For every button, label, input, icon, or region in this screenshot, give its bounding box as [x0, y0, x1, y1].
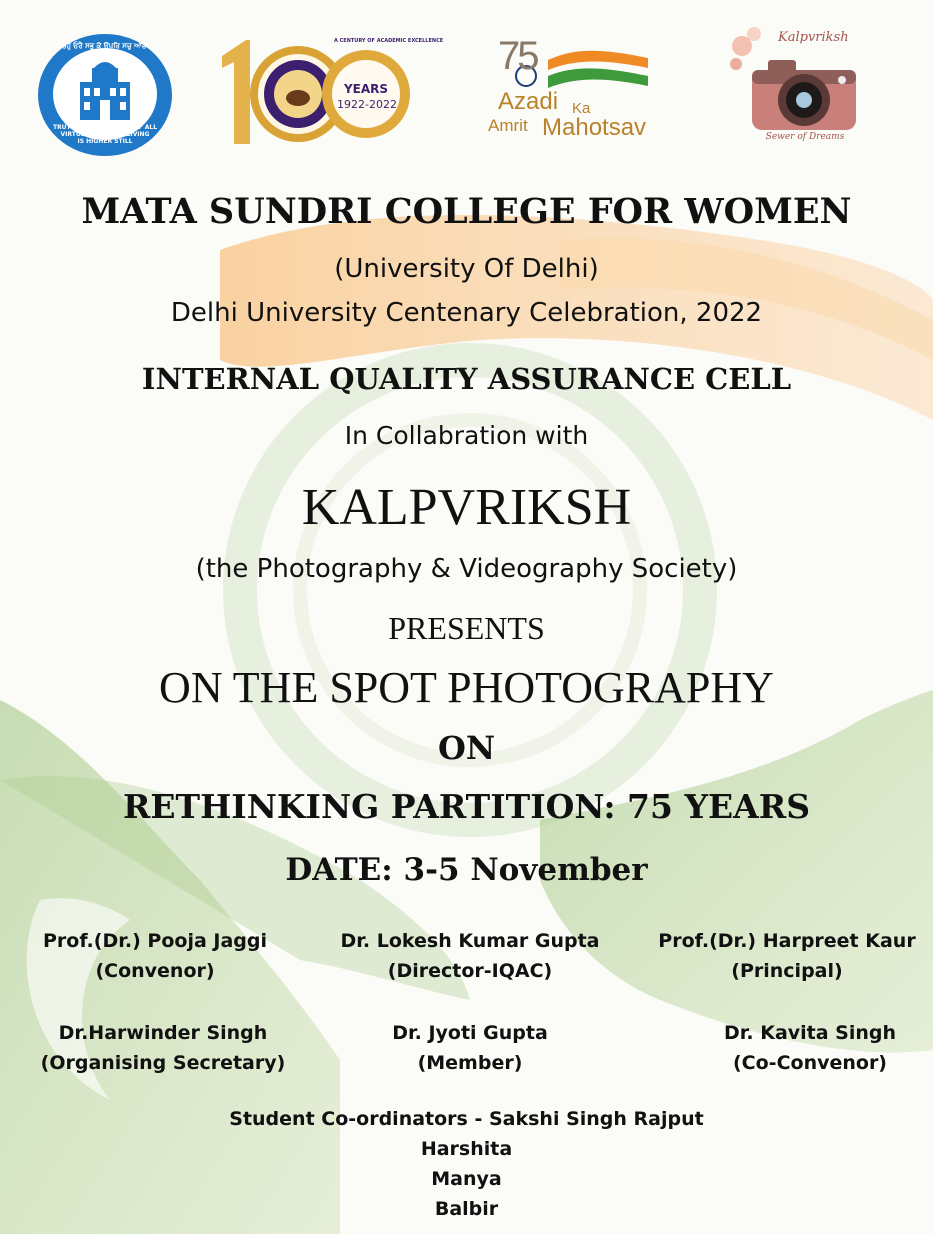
du-ring-text: A CENTURY OF ACADEMIC EXCELLENCE — [334, 38, 444, 44]
student-coordinators — [0, 1104, 933, 1224]
azadi-mahotsav: Mahotsav — [542, 114, 647, 141]
kalpvriksh-logo-name: Kalpvriksh — [778, 30, 849, 45]
person-member — [360, 1018, 580, 1078]
person-role: (Co-Convenor) — [733, 1052, 887, 1074]
person-name: Dr. Kavita Singh — [723, 1022, 897, 1044]
du-centenary-logo — [216, 36, 444, 148]
society-description: (the Photography & Videography Society) — [195, 554, 738, 584]
person-director-iqac — [325, 926, 615, 986]
student-coordinators-label: Student Co-ordinators - Sakshi Singh Rajput — [229, 1108, 704, 1130]
person-role: (Principal) — [731, 960, 843, 982]
student-name: Balbir — [434, 1198, 499, 1220]
azadi-amrit: Amrit — [488, 116, 528, 135]
person-co-convenor — [700, 1018, 920, 1078]
person-name: Prof.(Dr.) Pooja Jaggi — [42, 930, 267, 952]
event-theme: RETHINKING PARTITION: 75 YEARS — [122, 787, 811, 826]
person-name: Prof.(Dr.) Harpreet Kaur — [658, 930, 916, 952]
seal-top-text: ਸਚਹੁ ਓਰੈ ਸਭੁ ਕੋ ਉਪਰਿ ਸਚੁ ਆਚਾਰੁ — [57, 42, 153, 50]
kalpvriksh-tagline: Sewer of Dreams — [765, 132, 845, 142]
person-convenor — [20, 926, 290, 986]
collaboration-text: In Collabration with — [344, 421, 589, 450]
on-text: ON — [437, 729, 496, 767]
azadi-ka: Ka — [572, 100, 591, 117]
college-seal-logo — [36, 32, 174, 158]
kalpvriksh-logo — [724, 20, 880, 150]
seal-motto — [50, 124, 160, 145]
person-principal — [646, 926, 928, 986]
azadi-line1: Azadi — [498, 88, 559, 115]
presents-text: PRESENTS — [388, 610, 545, 646]
seal-motto-line: VIRTUES BUT TRUE LIVING — [60, 131, 150, 138]
society-name: KALPVRIKSH — [301, 479, 632, 536]
iqac-heading: INTERNAL QUALITY ASSURANCE CELL — [141, 362, 792, 396]
event-title: ON THE SPOT PHOTOGRAPHY — [159, 663, 774, 712]
college-name: MATA SUNDRI COLLEGE FOR WOMEN — [81, 191, 852, 232]
person-role: (Director-IQAC) — [387, 960, 553, 982]
azadi-ka-amrit-mahotsav-logo — [488, 36, 694, 146]
university-name: (University Of Delhi) — [334, 254, 599, 284]
du-years-range: 1922-2022 — [337, 98, 397, 111]
person-organising-secretary — [18, 1018, 308, 1078]
student-name: Manya — [431, 1168, 502, 1190]
event-date: DATE: 3-5 November — [285, 852, 648, 888]
seal-motto-line: TRUTH IS THE HIGHEST OF ALL — [52, 124, 158, 131]
person-name: Dr. Jyoti Gupta — [392, 1022, 548, 1044]
seal-motto-line: IS HIGHER STILL — [77, 138, 133, 145]
person-role: (Member) — [417, 1052, 523, 1074]
person-name: Dr. Lokesh Kumar Gupta — [340, 930, 600, 952]
person-name: Dr.Harwinder Singh — [58, 1022, 268, 1044]
student-name: Harshita — [420, 1138, 513, 1160]
azadi-number: 75 — [498, 34, 537, 78]
person-role: (Organising Secretary) — [40, 1052, 286, 1074]
du-years-label: YEARS — [343, 82, 389, 96]
centenary-celebration: Delhi University Centenary Celebration, 2022 — [170, 298, 763, 328]
person-role: (Convenor) — [95, 960, 215, 982]
